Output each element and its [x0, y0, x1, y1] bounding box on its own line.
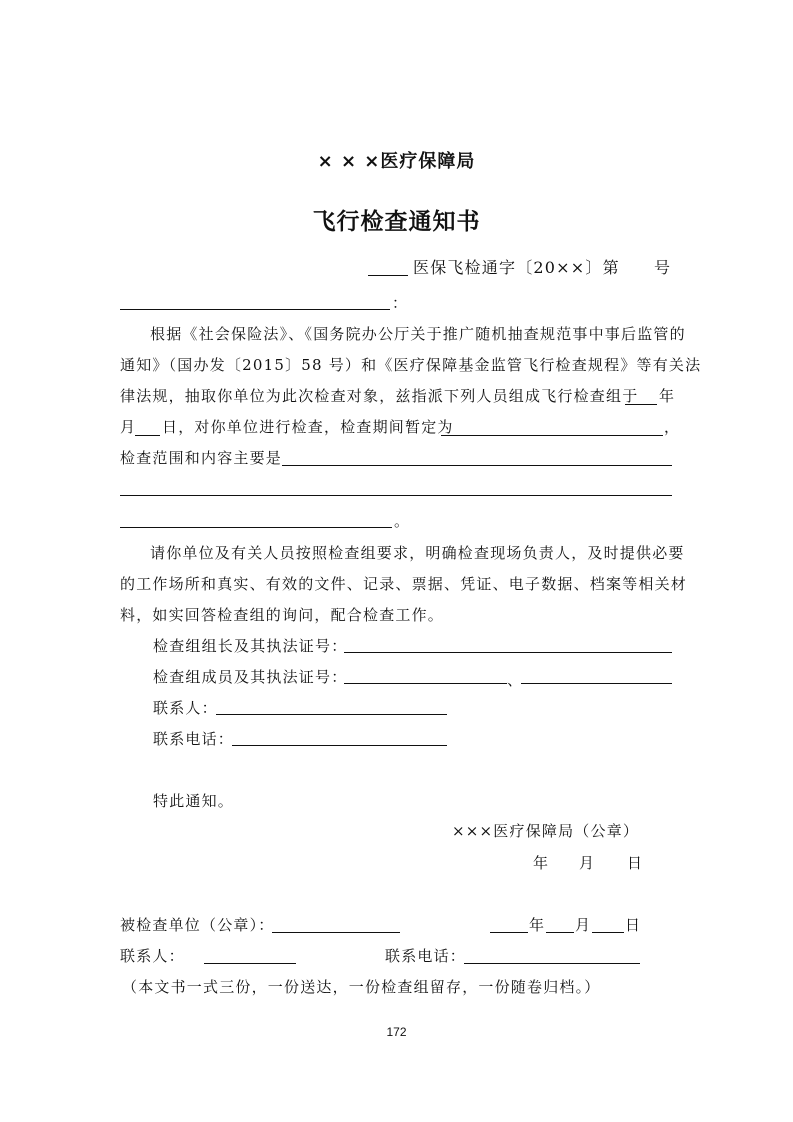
closing-day: 日 — [627, 854, 644, 872]
inspected-unit-field[interactable] — [272, 932, 400, 933]
inspection-scope-blank-2 — [120, 495, 672, 496]
team-members-label: 检查组成员及其执法证号： — [153, 668, 348, 686]
contact-phone-field[interactable] — [232, 745, 447, 746]
inspection-period-label: 日，对你单位进行检查，检查期间暂定为 — [162, 418, 454, 436]
team-leader-label: 检查组组长及其执法证号： — [153, 637, 348, 655]
body-paragraph-2-line-2: 的工作场所和真实、有效的文件、记录、票据、凭证、电子数据、档案等相关材 — [120, 575, 688, 593]
receipt-phone-field[interactable] — [464, 963, 640, 964]
inspection-period-comma: ， — [664, 418, 681, 436]
receipt-phone-label: 联系电话： — [385, 947, 467, 965]
contact-phone-label: 联系电话： — [153, 730, 235, 748]
body-paragraph-1-line-2: 通知》（国办发〔2015〕58 号）和《医疗保障基金监管飞行检查规程》等有关法 — [120, 356, 702, 374]
month-blank — [135, 435, 160, 436]
closing-notice: 特此通知。 — [153, 792, 235, 810]
team-member-field-2[interactable] — [521, 683, 672, 684]
receipt-year-blank[interactable] — [490, 932, 528, 933]
inspection-scope-blank-1 — [282, 465, 672, 466]
team-members-separator: 、 — [507, 671, 524, 689]
doc-number-text: 医保飞检通字〔20××〕第 — [413, 258, 620, 277]
inspection-scope-blank-3 — [120, 527, 392, 528]
receipt-year-label: 年 — [529, 916, 546, 934]
inspected-unit-label: 被检查单位（公章）： — [120, 916, 275, 934]
addressee-colon: ： — [392, 294, 409, 312]
issuing-authority: × × ×医疗保障局 — [317, 151, 476, 172]
year-blank — [625, 404, 657, 405]
receipt-contact-label: 联系人： — [120, 947, 185, 965]
body-paragraph-2-line-3: 料，如实回答检查组的询问，配合检查工作。 — [120, 606, 445, 624]
doc-number-blank — [368, 275, 408, 276]
addressee-blank — [120, 309, 390, 310]
page-number: 172 — [386, 1025, 407, 1039]
contact-person-field[interactable] — [216, 714, 447, 715]
inspection-period-blank — [441, 435, 663, 436]
receipt-month-blank[interactable] — [546, 932, 574, 933]
contact-person-label: 联系人： — [153, 699, 218, 717]
body-paragraph-2-line-1: 请你单位及有关人员按照检查组要求，明确检查现场负责人，及时提供必要 — [150, 544, 685, 562]
closing-month: 月 — [579, 854, 596, 872]
document-copies-note: （本文书一式三份，一份送达，一份检查组留存，一份随卷归档。） — [122, 978, 601, 996]
receipt-contact-field[interactable] — [204, 963, 296, 964]
document-title: 飞行检查通知书 — [312, 209, 481, 235]
year-label: 年 — [659, 387, 676, 405]
closing-year: 年 — [533, 854, 550, 872]
official-seal-line: ×××医疗保障局（公章） — [452, 822, 640, 840]
doc-number-suffix: 号 — [654, 258, 672, 277]
receipt-month-label: 月 — [575, 916, 592, 934]
team-leader-field[interactable] — [344, 652, 672, 653]
team-member-field-1[interactable] — [344, 683, 507, 684]
inspection-scope-label: 检查范围和内容主要是 — [120, 449, 283, 467]
body-paragraph-1-line-1: 根据《社会保险法》、《国务院办公厅关于推广随机抽查规范事中事后监管的 — [150, 325, 686, 343]
receipt-day-blank[interactable] — [592, 932, 624, 933]
receipt-day-label: 日 — [625, 916, 642, 934]
body-paragraph-1-line-3: 律法规，抽取你单位为此次检查对象，兹指派下列人员组成飞行检查组于 — [120, 387, 639, 405]
month-label: 月 — [120, 418, 137, 436]
inspection-scope-period: 。 — [394, 512, 411, 530]
